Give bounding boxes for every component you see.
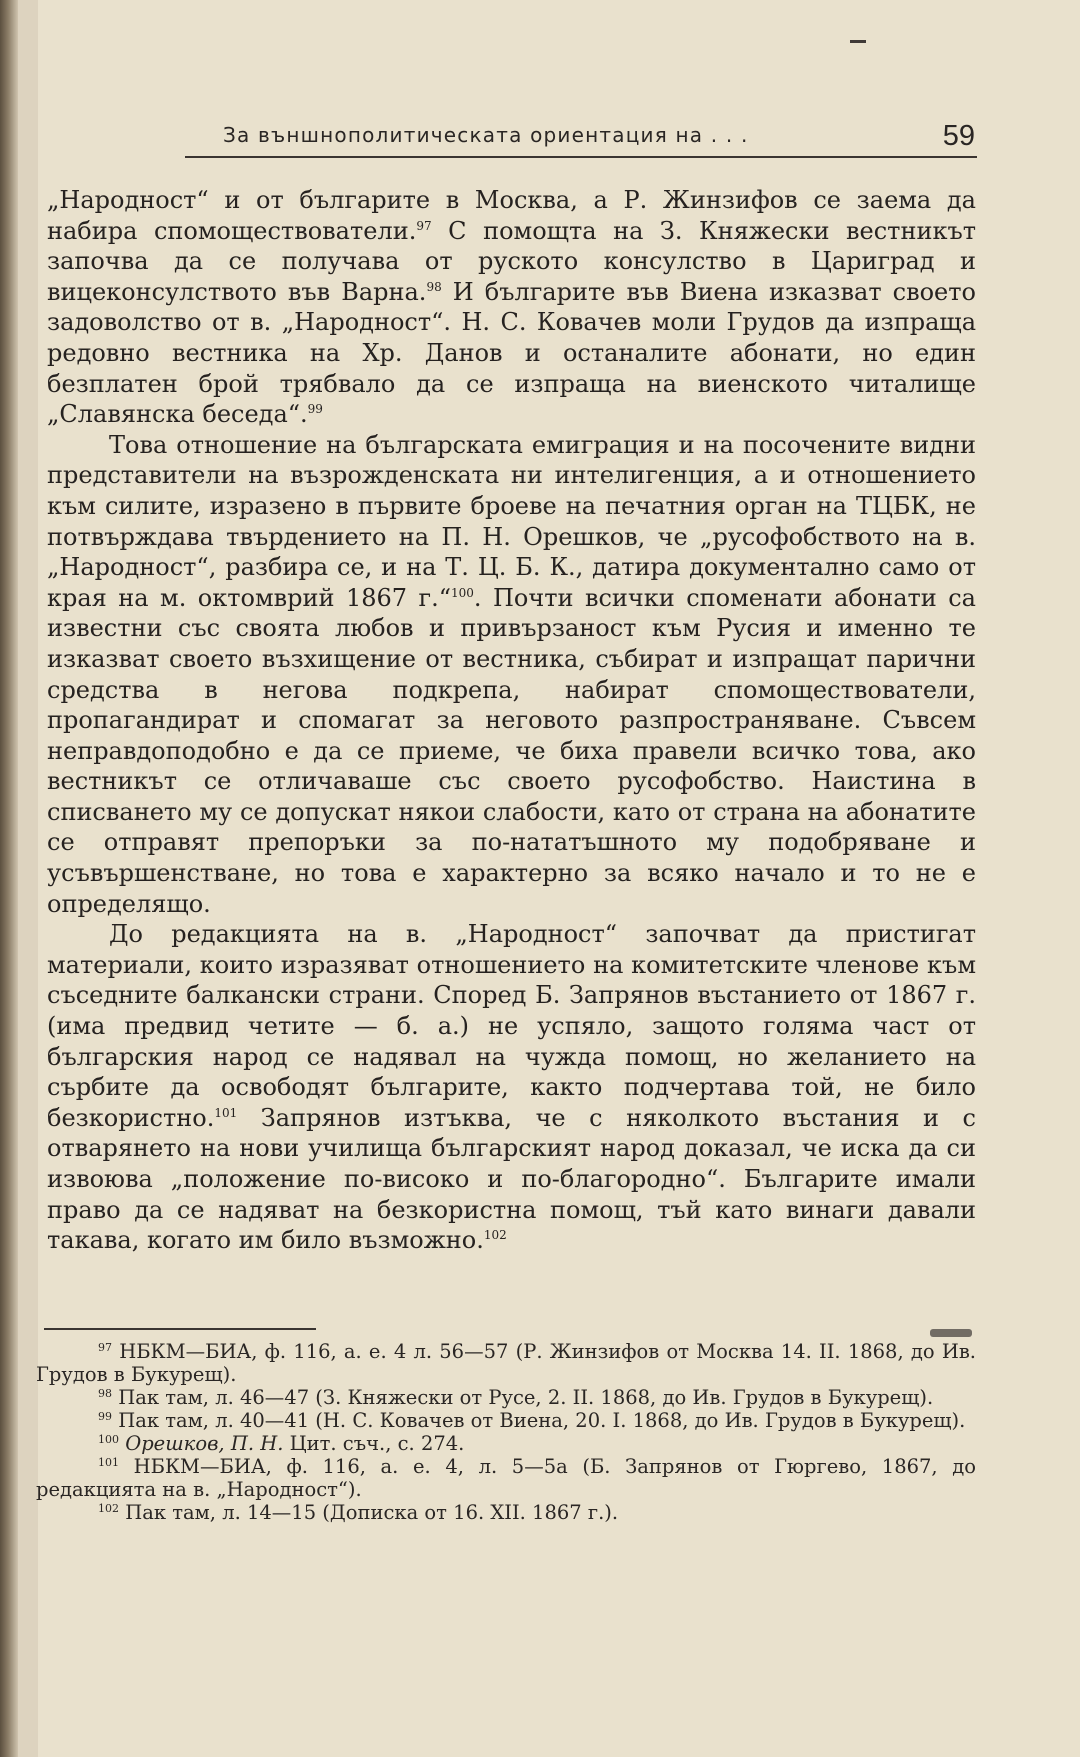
ink-smudge xyxy=(930,1329,972,1337)
footnote-97: $^{97}$ НБКМ—БИА, ф. 116, а. е. 4 л. 56—57 (Р. Жинзифов от Москва 14. II. 1868, до Ив. Грудов в Букурещ). xyxy=(36,1340,976,1386)
footnote-98: $^{98}$ Пак там, л. 46—47 (З. Княжески от Русе, 2. II. 1868, до Ив. Грудов в Букурещ). xyxy=(98,1386,934,1409)
page-number: 59 xyxy=(942,120,975,152)
footnote-102: $^{102}$ Пак там, л. 14—15 (Дописка от 16. XII. 1867 г.). xyxy=(98,1501,619,1524)
footnote-101: $^{101}$ НБКМ—БИА, ф. 116, а. е. 4, л. 5—5а (Б. Запрянов от Гюргево, 1867, до редакцията на в. „Народност“). xyxy=(36,1455,976,1501)
paragraph-3: До редакцията на в. „Народност“ започват да пристигат материали, които изразяват отношението на комитетските членове към съседните балкански страни. Според Б. Запрянов въстанието от 1867 г. (има предвид четите — б. а.) не успяло, защото голяма част от българския народ се надявал на чужда помощ, но желанието на сърбите да освободят българите, както подчертава той, не било безкористно.$^{101}$ Запрянов изтъква, че с няколкото въстания и с отварянето на нови училища българският народ доказал, че иска да си извоюва „положение по-високо и по-благородно“. Българите имали право да се надяват на безкористна помощ, тъй като винаги давали такава, когато им било възможно.$^{102}$ xyxy=(47,920,976,1255)
body-text xyxy=(47,185,976,1256)
book-spine-shadow xyxy=(0,0,18,1757)
footnote-ref-97: 97 xyxy=(416,218,432,233)
footnote-ref-101: 101 xyxy=(214,1105,238,1120)
paragraph-1: „Народност“ и от българите в Москва, а Р. Жинзифов се заема да набира спомоществователи.$^{97}$ С помощта на З. Княжески вестникът започва да се получава от руското консулство в Цариград и вицеконсулството във Варна.$^{98}$ И българите във Виена изказват своето задоволство от в. „Народност“. Н. С. Ковачев моли Грудов да изпраща редовно вестника на Хр. Данов и останалите абонати, но един безплатен брой трябвало да се изпраща на виенското читалище „Славянска беседа“.$^{99}$ xyxy=(47,186,977,429)
footnotes xyxy=(36,1340,976,1524)
running-title: За външнополитическата ориентация на . . . xyxy=(223,123,749,147)
paragraph-2: Това отношение на българската емиграция и на посочените видни представители на възрожденската ни интелигенция, а и отношението към силите, изразено в първите броеве на печатния орган на ТЦБК, не потвърждава твърдението на П. Н. Орешков, че „русофобството на в. „Народност“, разбира се, и на Т. Ц. Б. К., датира документално само от края на м. октомврий 1867 г.“$^{100}$. Почти всички споменати абонати са известни със своята любов и привързаност към Русия и именно те изказват своето възхищение от вестника, събират и изпращат парични средства в негова подкрепа, набират спомоществователи, пропагандират и спомагат за неговото разпространяване. Съвсем неправдоподобно е да се приеме, че биха правели всичко това, ако вестникът се отличаваше със своето русофобство. Наистина в списването му се допускат някои слабости, като от страна на абонатите се отправят препоръки за по-нататъшното му подобряване и усъвършенстване, но това е характерно за всяко начало и то не е определящо. xyxy=(47,430,976,918)
footnote-100: $^{100}$ Орешков, П. Н. Цит. съч., с. 274. xyxy=(98,1432,465,1455)
footnote-ref-98: 98 xyxy=(426,279,442,294)
header-rule xyxy=(185,156,977,158)
print-mark xyxy=(850,40,866,43)
footnote-ref-100: 100 xyxy=(450,585,474,600)
footnote-ref-99: 99 xyxy=(307,402,323,417)
footnote-ref-102: 102 xyxy=(483,1228,507,1243)
footnote-99: $^{99}$ Пак там, л. 40—41 (Н. С. Ковачев от Виена, 20. I. 1868, до Ив. Грудов в Букурещ). xyxy=(98,1409,966,1432)
footnote-rule xyxy=(44,1328,316,1330)
